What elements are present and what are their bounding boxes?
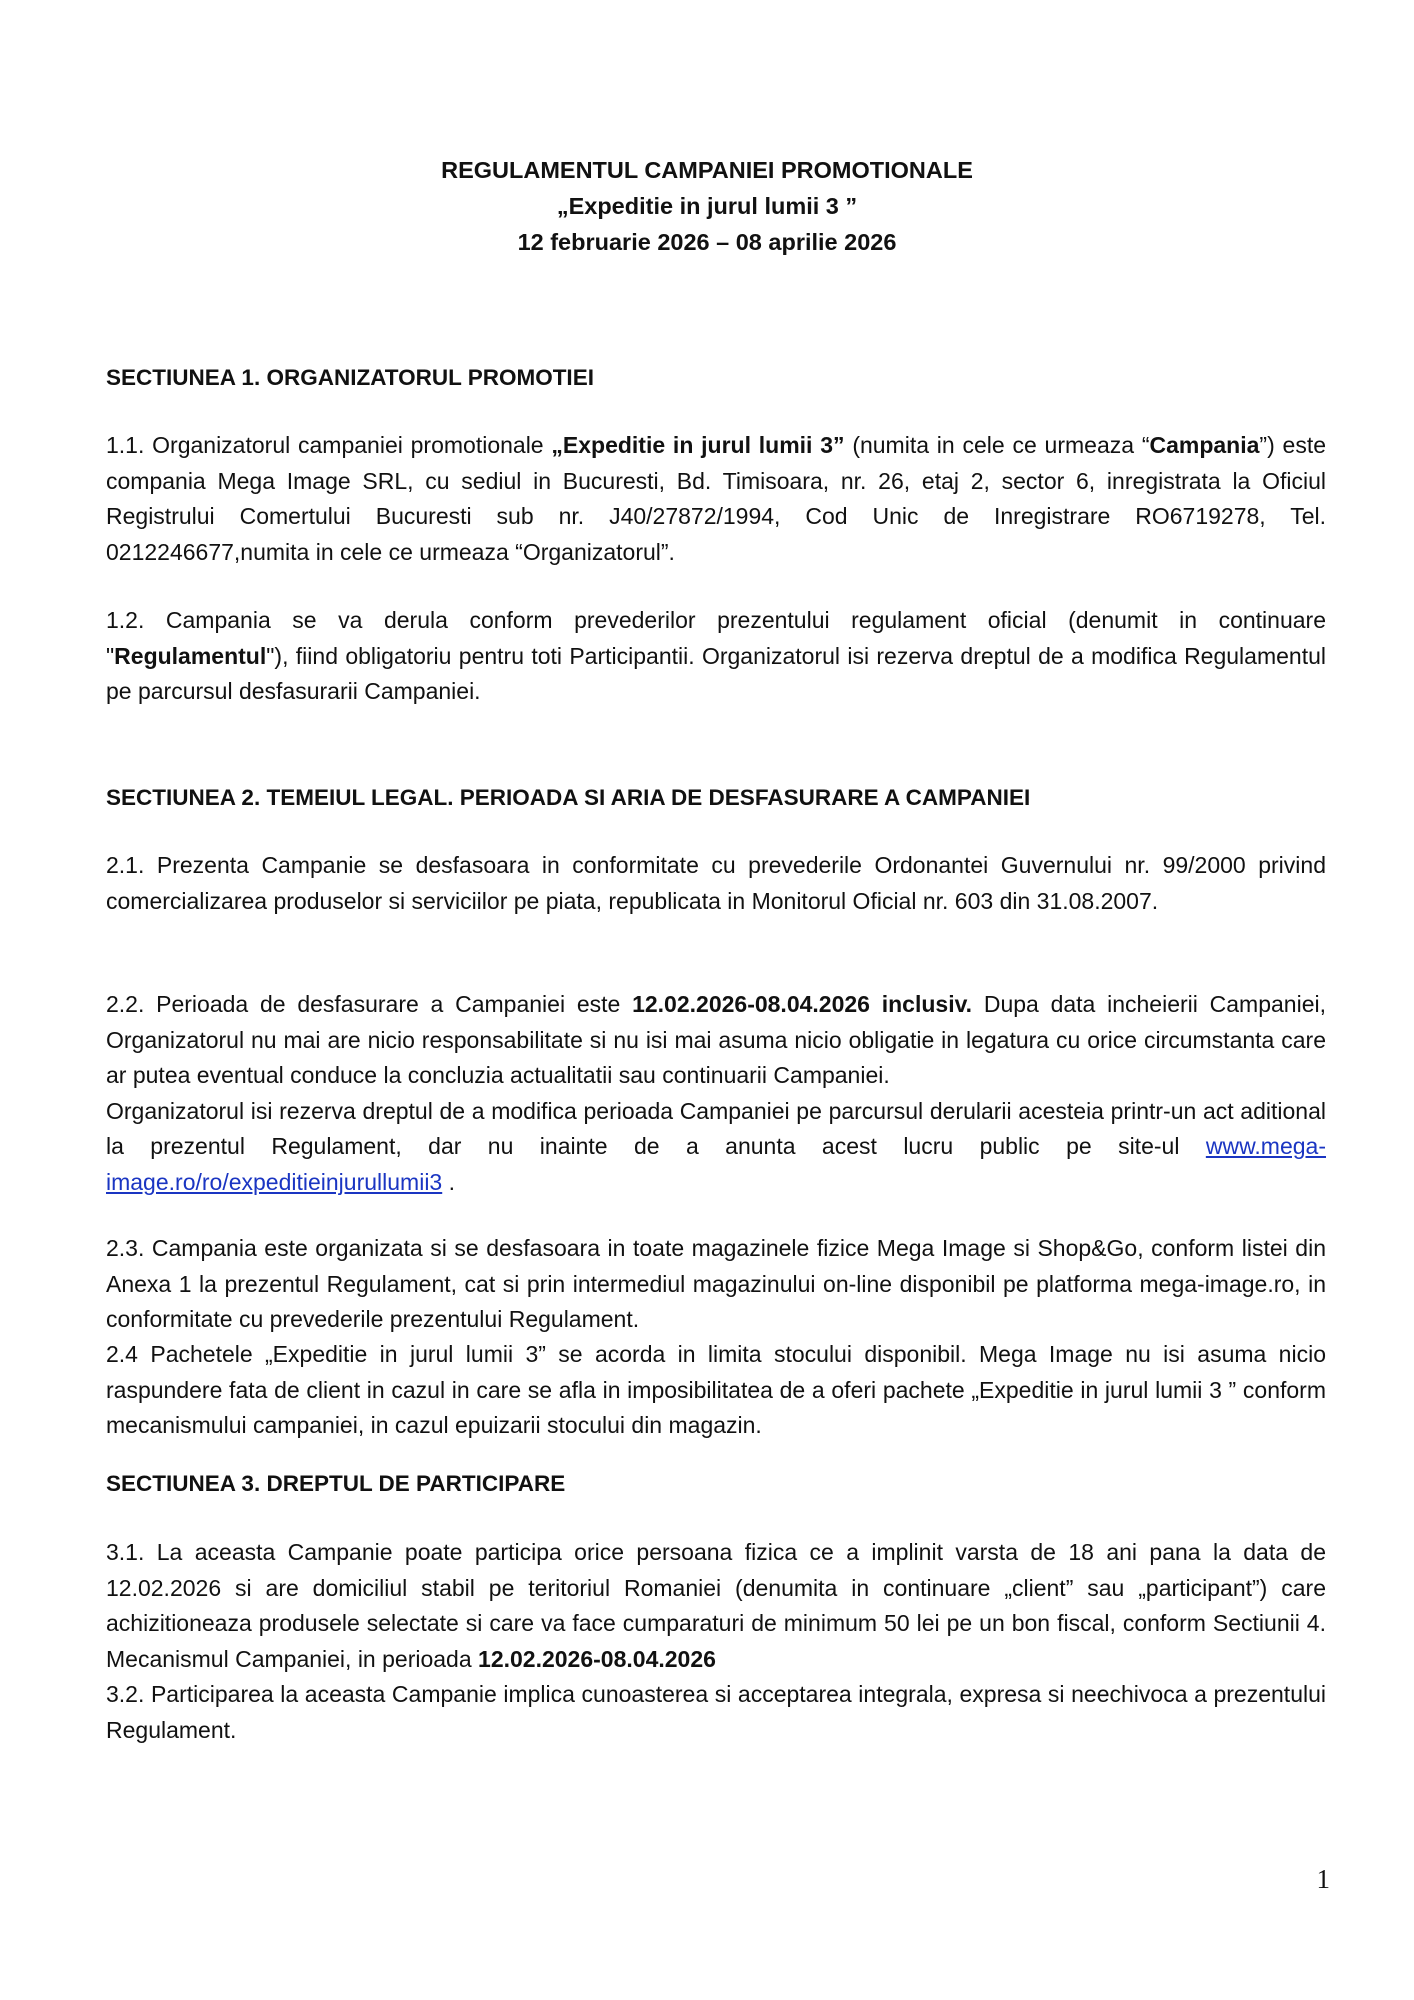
paragraph-1-1: 1.1. Organizatorul campaniei promotionale „Expeditie in jurul lumii 3” (numita in cele ce urmeaza “Campania”) este compania Mega Image SRL, cu sediul in Bucuresti, Bd. Timisoara, nr. 26, etaj 2, sector 6, inregistrata la Oficiul Registrului Comertului Bucuresti sub nr. J40/27872/1994, Cod Unic de Inregistrare RO6719278, Tel. 0212246677,numita in cele ce urmeaza “Organizatorul”. bbox=[106, 432, 1327, 565]
section-2-heading: SECTIUNEA 2. TEMEIUL LEGAL. PERIOADA SI ARIA DE DESFASURARE A CAMPANIEI bbox=[106, 785, 1031, 810]
page-number: 1 bbox=[1316, 1864, 1330, 1894]
section-1-heading: SECTIUNEA 1. ORGANIZATORUL PROMOTIEI bbox=[106, 365, 594, 390]
campaign-website-link[interactable]: www.mega-image.ro/ro/expeditieinjurullumii3 bbox=[106, 1133, 1326, 1195]
document-title: REGULAMENTUL CAMPANIEI PROMOTIONALE bbox=[441, 157, 973, 183]
section-3-heading: SECTIUNEA 3. DREPTUL DE PARTICIPARE bbox=[106, 1471, 566, 1496]
paragraph-3-1: 3.1. La aceasta Campanie poate participa orice persoana fizica ce a implinit varsta de 18 ani pana la data de 12.02.2026 si are domiciliul stabil pe teritoriul Romaniei (denumita in continuare „client” sau „participant”) care achizitioneaza produsele selectate si care va face cumparaturi de minimum 50 lei pe un bon fiscal, conform Sectiunii 4. Mecanismul Campaniei, in perioada 12.02.2026-08.04.2026 bbox=[106, 1539, 1326, 1672]
paragraph-2-4: 2.4 Pachetele „Expeditie in jurul lumii 3” se acorda in limita stocului disponibil. Mega Image nu isi asuma nicio raspundere fata de client in cazul in care se afla in imposibilitatea de a oferi pachete „Expeditie in jurul lumii 3 ” conform mecanismului campaniei, in cazul epuizarii stocului din magazin. bbox=[106, 1341, 1326, 1438]
campaign-period: 12 februarie 2026 – 08 aprilie 2026 bbox=[517, 229, 897, 255]
paragraph-3-2: 3.2. Participarea la aceasta Campanie implica cunoasterea si acceptarea integrala, expresa si neechivoca a prezentului Regulament. bbox=[106, 1681, 1326, 1743]
paragraph-2-1: 2.1. Prezenta Campanie se desfasoara in conformitate cu prevederile Ordonantei Guvernului nr. 99/2000 privind comercializarea produselor si serviciilor pe piata, republicata in Monitorul Oficial nr. 603 din 31.08.2007. bbox=[106, 852, 1326, 914]
paragraph-1-2: 1.2. Campania se va derula conform prevederilor prezentului regulament oficial (denumit in continuare "Regulamentul"), fiind obligatoriu pentru toti Participantii. Organizatorul isi rezerva dreptul de a modifica Regulamentul pe parcursul desfasurarii Campaniei. bbox=[106, 607, 1326, 704]
title-block bbox=[0, 152, 1414, 260]
paragraph-2-2: 2.2. Perioada de desfasurare a Campaniei este 12.02.2026-08.04.2026 inclusiv. Dupa data incheierii Campaniei, Organizatorul nu mai are nicio responsabilitate si nu isi mai asuma nicio obligatie in legatura cu orice circumstanta care ar putea eventual conduce la concluzia actualitatii sau continuarii Campaniei. Organizatorul isi rezerva dreptul de a modifica perioada Campaniei pe parcursul derularii acesteia printr-un act aditional la prezentul Regulament, dar nu inainte de a anunta acest lucru public pe site-ul www.mega-image.ro/ro/expeditieinjurullumii3 . bbox=[106, 991, 1326, 1195]
campaign-name: „Expeditie in jurul lumii 3 ” bbox=[556, 193, 858, 219]
paragraph-2-3: 2.3. Campania este organizata si se desfasoara in toate magazinele fizice Mega Image si Shop&Go, conform listei din Anexa 1 la prezentul Regulament, cat si prin intermediul magazinului on-line disponibil pe platforma mega-image.ro, in conformitate cu prevederile prezentului Regulament. bbox=[106, 1235, 1326, 1332]
